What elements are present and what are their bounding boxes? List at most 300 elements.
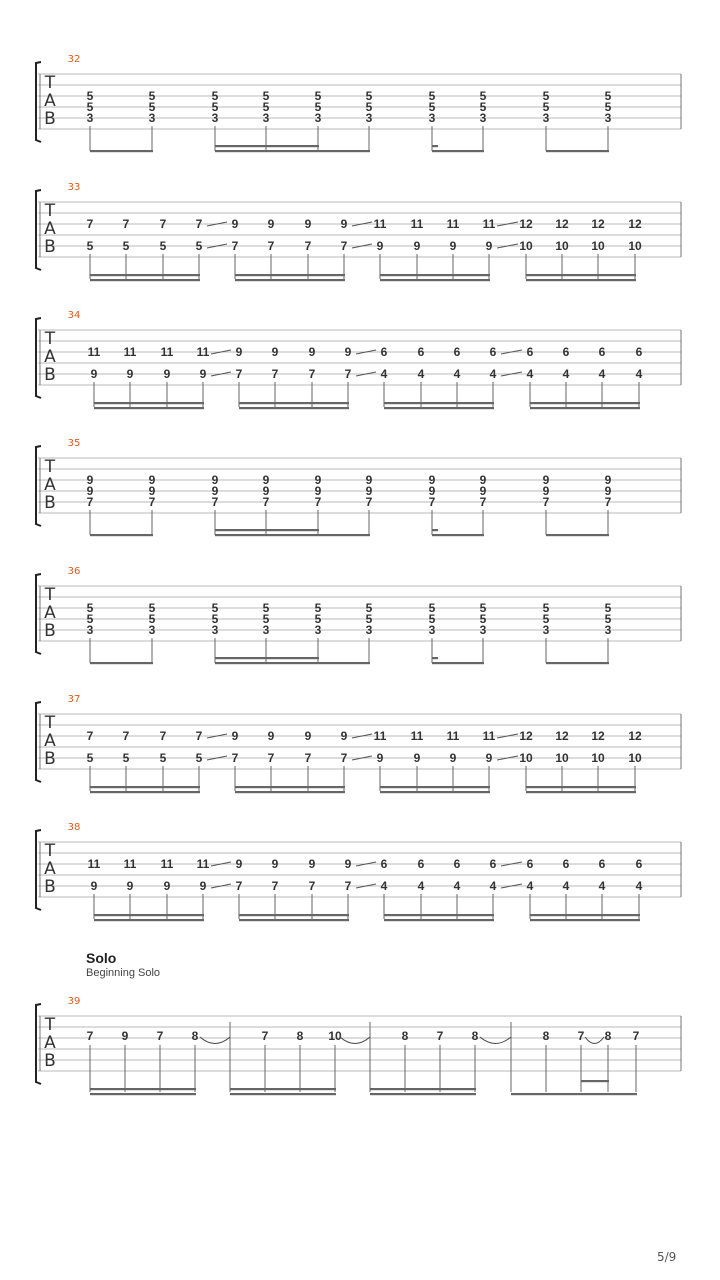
fret-number: 7 [159,729,167,743]
fret-number: 6 [417,857,425,871]
fret-number: 9 [344,857,352,871]
fret-number: 4 [562,879,570,893]
fret-number: 7 [122,729,130,743]
tab-clef-b: B [44,621,56,641]
fret-number: 6 [598,857,606,871]
fret-number: 6 [380,345,388,359]
fret-number: 8 [471,1029,479,1043]
fret-number: 11 [160,345,174,359]
beam [384,914,494,916]
beam [90,274,200,276]
fret-number: 4 [598,367,606,381]
beam [526,274,636,276]
fret-number: 3 [479,623,487,637]
beam [215,534,370,536]
beam-secondary [94,919,204,921]
fret-number: 5 [86,612,94,626]
beam [380,274,490,276]
fret-number: 7 [304,751,312,765]
fret-number: 7 [148,495,156,509]
beam [94,402,204,404]
beam [90,662,153,664]
fret-number: 3 [365,623,373,637]
fret-number: 9 [262,484,270,498]
fret-number: 11 [373,729,387,743]
fret-number: 9 [199,879,207,893]
fret-number: 4 [562,367,570,381]
fret-number: 9 [413,239,421,253]
beam [90,1088,196,1090]
fret-number: 11 [410,217,424,231]
beam [546,534,609,536]
tab-clef-a: A [44,91,56,111]
fret-number: 5 [365,612,373,626]
fret-number: 3 [211,111,219,125]
fret-number: 7 [542,495,550,509]
tab-clef-a: A [44,475,56,495]
beam [432,662,484,664]
fret-number: 9 [304,729,312,743]
tab-clef-b: B [44,877,56,897]
fret-number: 7 [632,1029,640,1043]
fret-number: 11 [87,857,101,871]
beam [215,150,370,152]
fret-number: 6 [453,857,461,871]
fret-number: 9 [126,367,134,381]
tab-clef-a: A [44,731,56,751]
fret-number: 5 [542,601,550,615]
fret-number: 9 [271,857,279,871]
beam [546,662,609,664]
fret-number: 5 [122,751,130,765]
fret-number: 5 [148,601,156,615]
fret-number: 5 [428,89,436,103]
fret-number: 11 [446,729,460,743]
fret-number: 6 [453,345,461,359]
fret-number: 5 [86,239,94,253]
tab-clef-t: T [44,329,56,349]
fret-number: 5 [542,89,550,103]
fret-number: 9 [199,367,207,381]
fret-number: 5 [262,89,270,103]
tab-clef-a: A [44,859,56,879]
fret-number: 9 [542,473,550,487]
beam [530,914,640,916]
fret-number: 10 [519,239,533,253]
fret-number: 8 [604,1029,612,1043]
fret-number: 3 [86,111,94,125]
fret-number: 9 [376,239,384,253]
fret-number: 7 [428,495,436,509]
section-subtitle: Beginning Solo [86,967,161,979]
fret-number: 8 [191,1029,199,1043]
fret-number: 7 [436,1029,444,1043]
beam [235,786,345,788]
fret-number: 5 [479,89,487,103]
fret-number: 8 [542,1029,550,1043]
fret-number: 5 [148,100,156,114]
fret-number: 8 [296,1029,304,1043]
tab-clef-t: T [44,585,56,605]
fret-number: 6 [526,857,534,871]
fret-number: 9 [267,217,275,231]
fret-number: 9 [413,751,421,765]
fret-number: 9 [365,484,373,498]
fret-number: 11 [482,217,496,231]
beam-secondary [215,657,319,659]
bar-number: 39 [67,996,81,1007]
fret-number: 7 [235,367,243,381]
fret-number: 9 [121,1029,129,1043]
fret-number: 9 [604,484,612,498]
fret-number: 4 [489,879,497,893]
tab-clef-t: T [44,73,56,93]
fret-number: 3 [542,623,550,637]
fret-number: 3 [365,111,373,125]
bar-number: 36 [67,566,81,577]
fret-number: 12 [519,729,533,743]
fret-number: 7 [271,879,279,893]
beam [90,786,200,788]
fret-number: 10 [519,751,533,765]
beam-secondary [384,919,494,921]
beam-secondary [215,145,319,147]
fret-number: 9 [262,473,270,487]
fret-number: 9 [314,473,322,487]
fret-number: 7 [267,239,275,253]
tab-clef-b: B [44,109,56,129]
tab-clef-t: T [44,201,56,221]
beam-secondary [90,791,200,793]
fret-number: 7 [308,879,316,893]
fret-number: 9 [271,345,279,359]
fret-number: 4 [635,367,643,381]
fret-number: 6 [562,345,570,359]
fret-number: 7 [195,729,203,743]
fret-number: 9 [428,484,436,498]
bar-number: 35 [67,438,81,449]
fret-number: 5 [314,612,322,626]
fret-number: 7 [340,239,348,253]
fret-number: 9 [231,217,239,231]
tab-clef-b: B [44,749,56,769]
fret-number: 9 [365,473,373,487]
beam [511,1093,637,1095]
fret-number: 4 [598,879,606,893]
fret-number: 6 [635,345,643,359]
fret-number: 9 [90,367,98,381]
fret-number: 9 [479,484,487,498]
fret-number: 11 [123,857,137,871]
fret-number: 11 [410,729,424,743]
fret-number: 12 [519,217,533,231]
fret-number: 9 [148,484,156,498]
fret-number: 12 [555,729,569,743]
fret-number: 7 [304,239,312,253]
fret-number: 5 [542,100,550,114]
fret-number: 5 [479,612,487,626]
beam [90,150,153,152]
fret-number: 9 [485,751,493,765]
fret-number: 5 [86,100,94,114]
fret-number: 11 [373,217,387,231]
tab-clef-t: T [44,457,56,477]
beam-secondary [432,145,438,147]
fret-number: 5 [262,612,270,626]
fret-number: 9 [86,473,94,487]
fret-number: 3 [604,623,612,637]
fret-number: 7 [308,367,316,381]
fret-number: 5 [604,100,612,114]
fret-number: 7 [577,1029,585,1043]
beam-secondary [235,279,345,281]
fret-number: 3 [479,111,487,125]
fret-number: 10 [555,751,569,765]
fret-number: 4 [380,367,388,381]
fret-number: 6 [489,345,497,359]
tab-clef-a: A [44,219,56,239]
fret-number: 7 [211,495,219,509]
fret-number: 3 [542,111,550,125]
fret-number: 7 [262,495,270,509]
fret-number: 7 [156,1029,164,1043]
fret-number: 9 [479,473,487,487]
fret-number: 5 [428,100,436,114]
tab-clef-b: B [44,237,56,257]
beam-secondary [526,279,636,281]
fret-number: 9 [340,729,348,743]
beam [215,662,370,664]
fret-number: 5 [365,601,373,615]
fret-number: 5 [314,89,322,103]
fret-number: 7 [271,367,279,381]
tab-clef-a: A [44,1033,56,1053]
fret-number: 5 [159,751,167,765]
fret-number: 7 [261,1029,269,1043]
fret-number: 11 [482,729,496,743]
fret-number: 5 [86,751,94,765]
fret-number: 10 [591,751,605,765]
fret-number: 9 [211,473,219,487]
fret-number: 9 [428,473,436,487]
beam-secondary [530,407,640,409]
tab-clef-a: A [44,347,56,367]
fret-number: 7 [86,729,94,743]
fret-number: 7 [479,495,487,509]
beam [530,402,640,404]
fret-number: 9 [344,345,352,359]
fret-number: 5 [148,89,156,103]
bar-number: 38 [67,822,81,833]
beam-secondary [370,1093,476,1095]
fret-number: 10 [555,239,569,253]
fret-number: 5 [195,239,203,253]
beam-secondary [432,529,438,531]
tab-clef-b: B [44,1051,56,1071]
beam-secondary [380,279,490,281]
fret-number: 3 [148,111,156,125]
fret-number: 11 [123,345,137,359]
fret-number: 11 [87,345,101,359]
beam [235,274,345,276]
fret-number: 9 [267,729,275,743]
fret-number: 9 [231,729,239,743]
fret-number: 5 [314,601,322,615]
fret-number: 5 [86,601,94,615]
fret-number: 5 [604,89,612,103]
fret-number: 5 [542,612,550,626]
fret-number: 9 [485,239,493,253]
fret-number: 4 [635,879,643,893]
fret-number: 9 [211,484,219,498]
beam-secondary [239,919,349,921]
bar-number: 37 [67,694,81,705]
fret-number: 3 [428,111,436,125]
fret-number: 3 [211,623,219,637]
fret-number: 9 [86,484,94,498]
fret-number: 9 [604,473,612,487]
fret-number: 3 [86,623,94,637]
fret-number: 6 [562,857,570,871]
beam [230,1088,336,1090]
beam [384,402,494,404]
fret-number: 7 [159,217,167,231]
fret-number: 7 [365,495,373,509]
fret-number: 5 [262,601,270,615]
fret-number: 6 [526,345,534,359]
fret-number: 12 [591,729,605,743]
fret-number: 5 [262,100,270,114]
beam [239,914,349,916]
fret-number: 12 [591,217,605,231]
fret-number: 3 [314,623,322,637]
fret-number: 5 [604,612,612,626]
fret-number: 5 [314,100,322,114]
fret-number: 5 [211,601,219,615]
beam-secondary [432,657,438,659]
fret-number: 7 [314,495,322,509]
fret-number: 4 [453,367,461,381]
beam-secondary [239,407,349,409]
beam [432,150,484,152]
fret-number: 11 [196,857,210,871]
fret-number: 12 [555,217,569,231]
fret-number: 4 [417,367,425,381]
fret-number: 10 [628,751,642,765]
fret-number: 7 [122,217,130,231]
beam [239,402,349,404]
fret-number: 7 [344,879,352,893]
beam-secondary [94,407,204,409]
fret-number: 5 [211,612,219,626]
beam-secondary [90,1093,196,1095]
beam [380,786,490,788]
fret-number: 3 [428,623,436,637]
fret-number: 7 [195,217,203,231]
tab-clef-t: T [44,713,56,733]
fret-number: 9 [308,345,316,359]
fret-number: 5 [195,751,203,765]
fret-number: 12 [628,217,642,231]
fret-number: 4 [417,879,425,893]
fret-number: 4 [380,879,388,893]
fret-number: 6 [417,345,425,359]
fret-number: 3 [148,623,156,637]
fret-number: 5 [428,601,436,615]
fret-number: 3 [604,111,612,125]
bar-number: 32 [67,54,81,65]
fret-number: 3 [314,111,322,125]
fret-number: 9 [304,217,312,231]
fret-number: 9 [376,751,384,765]
beam-secondary [384,407,494,409]
fret-number: 7 [86,217,94,231]
fret-number: 10 [591,239,605,253]
fret-number: 3 [262,623,270,637]
beam [370,1088,476,1090]
fret-number: 5 [479,100,487,114]
fret-number: 12 [628,729,642,743]
beam [526,786,636,788]
fret-number: 5 [86,89,94,103]
page-number: 5/9 [657,1250,677,1264]
fret-number: 6 [635,857,643,871]
beam-secondary [215,529,319,531]
fret-number: 10 [628,239,642,253]
tab-clef-t: T [44,841,56,861]
fret-number: 10 [328,1029,342,1043]
tab-clef-b: B [44,493,56,513]
fret-number: 5 [159,239,167,253]
fret-number: 7 [344,367,352,381]
fret-number: 4 [453,879,461,893]
fret-number: 11 [196,345,210,359]
fret-number: 7 [231,239,239,253]
beam [90,534,153,536]
fret-number: 5 [479,601,487,615]
fret-number: 5 [365,89,373,103]
beam-secondary [235,791,345,793]
fret-number: 8 [401,1029,409,1043]
tab-clef-t: T [44,1015,56,1035]
fret-number: 9 [314,484,322,498]
tab-clef-b: B [44,365,56,385]
bar-number: 33 [67,182,81,193]
fret-number: 4 [489,367,497,381]
beam-secondary [230,1093,336,1095]
fret-number: 11 [446,217,460,231]
fret-number: 5 [211,100,219,114]
fret-number: 6 [598,345,606,359]
fret-number: 9 [148,473,156,487]
fret-number: 9 [235,857,243,871]
beam-secondary [581,1080,609,1082]
fret-number: 9 [163,367,171,381]
beam [546,150,609,152]
beam [94,914,204,916]
fret-number: 3 [262,111,270,125]
fret-number: 5 [365,100,373,114]
bar-number: 34 [67,310,81,321]
fret-number: 9 [308,857,316,871]
fret-number: 7 [235,879,243,893]
fret-number: 6 [380,857,388,871]
fret-number: 7 [604,495,612,509]
fret-number: 7 [340,751,348,765]
fret-number: 11 [160,857,174,871]
fret-number: 5 [148,612,156,626]
fret-number: 5 [122,239,130,253]
